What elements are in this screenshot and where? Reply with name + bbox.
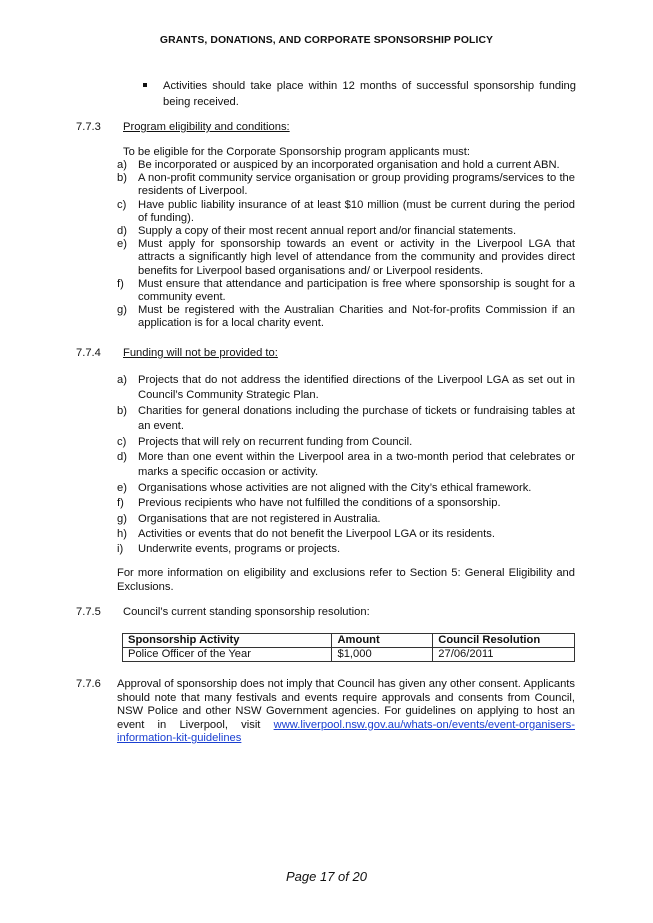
- list-item-text: Must be registered with the Australian Charities and Not-for-profits Commission if an application is for a local charity event.: [138, 304, 575, 330]
- section-number-775: 7.7.5: [76, 606, 101, 618]
- column-header-resolution: Council Resolution: [433, 634, 575, 648]
- cell-amount: $1,000: [332, 648, 433, 662]
- list-item: [117, 404, 575, 435]
- section-intro-773: To be eligible for the Corporate Sponsorship program applicants must:: [123, 146, 470, 158]
- list-item-label: f): [117, 497, 124, 510]
- list-item: [117, 542, 575, 557]
- list-item: [117, 435, 575, 450]
- eligibility-list: [117, 159, 575, 331]
- list-item-text: More than one event within the Liverpool area in a two-month period that celebrates or marks a specific occasion or activity.: [138, 451, 575, 479]
- list-item-label: e): [117, 481, 127, 494]
- bullet-text: Activities should take place within 12 months of successful sponsorship funding being received.: [163, 80, 576, 108]
- list-item: [117, 512, 575, 527]
- section-title-775: Council’s current standing sponsorship resolution:: [123, 606, 370, 618]
- list-item-text: Must apply for sponsorship towards an event or activity in the Liverpool LGA that attracts a significantly high level of attendance from the community and provides direct benefits for Liverpool based organisations and/ or Liverpool residents.: [138, 238, 575, 277]
- list-item-text: Supply a copy of their most recent annual report and/or financial statements.: [138, 225, 517, 238]
- list-item-text: Must ensure that attendance and participation is free where sponsorship is sought for a community event.: [138, 277, 575, 304]
- list-item: [117, 496, 575, 511]
- list-item: [117, 238, 575, 278]
- list-item-label: c): [117, 435, 127, 448]
- list-item-label: g): [117, 304, 127, 317]
- event-guidelines-link[interactable]: www.liverpool.nsw.gov.au/whats-on/events/event-organisers-information-kit-guidelines: [117, 718, 575, 745]
- list-item-text: Previous recipients who have not fulfilled the conditions of a sponsorship.: [138, 497, 501, 510]
- list-item: [117, 225, 575, 238]
- list-item-text: Projects that do not address the identified directions of the Liverpool LGA as set out in Council’s Community Strategic Plan.: [138, 374, 575, 402]
- list-item-label: a): [117, 374, 127, 386]
- list-item-label: b): [117, 404, 127, 417]
- approval-text: Approval of sponsorship does not imply that Council has given any other consent. Applicants should note that many festivals and events require approvals and consents from Council, NSW Police and other NSW Government agencies. For guidelines on applying to host an event in Liverpool, visit: [117, 678, 575, 731]
- list-item: [117, 450, 575, 481]
- list-item-label: f): [117, 277, 124, 290]
- list-item: [117, 199, 575, 225]
- page-number: Page 17 of 20: [286, 869, 367, 884]
- column-header-amount: Amount: [332, 634, 433, 648]
- list-item-text: Have public liability insurance of at least $10 million (must be current during the period of funding).: [138, 198, 575, 224]
- list-item: [117, 527, 575, 542]
- list-item-label: a): [117, 159, 127, 171]
- list-item-label: i): [117, 543, 124, 556]
- section-number-774: 7.7.4: [76, 347, 101, 359]
- list-item-text: Underwrite events, programs or projects.: [138, 543, 341, 556]
- list-item-text: Charities for general donations including the purchase of tickets or fundraising tables at an event.: [138, 404, 575, 433]
- approval-paragraph: [117, 678, 575, 746]
- section-number-776: 7.7.6: [76, 678, 101, 690]
- sponsorship-table: [122, 633, 575, 662]
- list-item-label: c): [117, 198, 127, 211]
- list-item-label: d): [117, 225, 127, 238]
- list-item-label: d): [117, 451, 127, 464]
- section-title-773: Program eligibility and conditions:: [123, 121, 290, 133]
- section-title-774: Funding will not be provided to:: [123, 347, 278, 359]
- table-row: [123, 648, 575, 662]
- list-item-label: g): [117, 512, 127, 525]
- list-item-text: A non-profit community service organisation or group providing programs/services to the residents of Liverpool.: [138, 172, 575, 198]
- square-bullet-icon: [143, 83, 147, 87]
- bullet-item: [140, 78, 576, 110]
- list-item: [117, 373, 575, 404]
- list-item-text: Be incorporated or auspiced by an incorporated organisation and hold a current ABN.: [138, 159, 560, 171]
- list-item-label: b): [117, 172, 127, 185]
- cell-activity: Police Officer of the Year: [123, 648, 332, 662]
- list-item-text: Organisations that are not registered in Australia.: [138, 512, 381, 525]
- list-item: [117, 172, 575, 198]
- list-item-label: e): [117, 238, 127, 251]
- list-item-label: h): [117, 528, 127, 541]
- list-item-text: Organisations whose activities are not aligned with the City’s ethical framework.: [138, 481, 532, 494]
- list-item: [117, 481, 575, 496]
- list-item: [117, 278, 575, 304]
- cell-resolution: 27/06/2011: [433, 648, 575, 662]
- column-header-activity: Sponsorship Activity: [123, 634, 332, 648]
- list-item-text: Activities or events that do not benefit the Liverpool LGA or its residents.: [138, 528, 495, 541]
- section-number-773: 7.7.3: [76, 121, 101, 133]
- list-item: [117, 304, 575, 330]
- page-header: GRANTS, DONATIONS, AND CORPORATE SPONSORSHIP POLICY: [159, 35, 494, 46]
- table-header-row: [123, 634, 575, 648]
- more-info-paragraph: For more information on eligibility and exclusions refer to Section 5: General Eligibility and Exclusions.: [117, 567, 575, 593]
- list-item: [117, 159, 575, 172]
- list-item-text: Projects that will rely on recurrent funding from Council.: [138, 435, 413, 448]
- exclusions-list: [117, 373, 575, 558]
